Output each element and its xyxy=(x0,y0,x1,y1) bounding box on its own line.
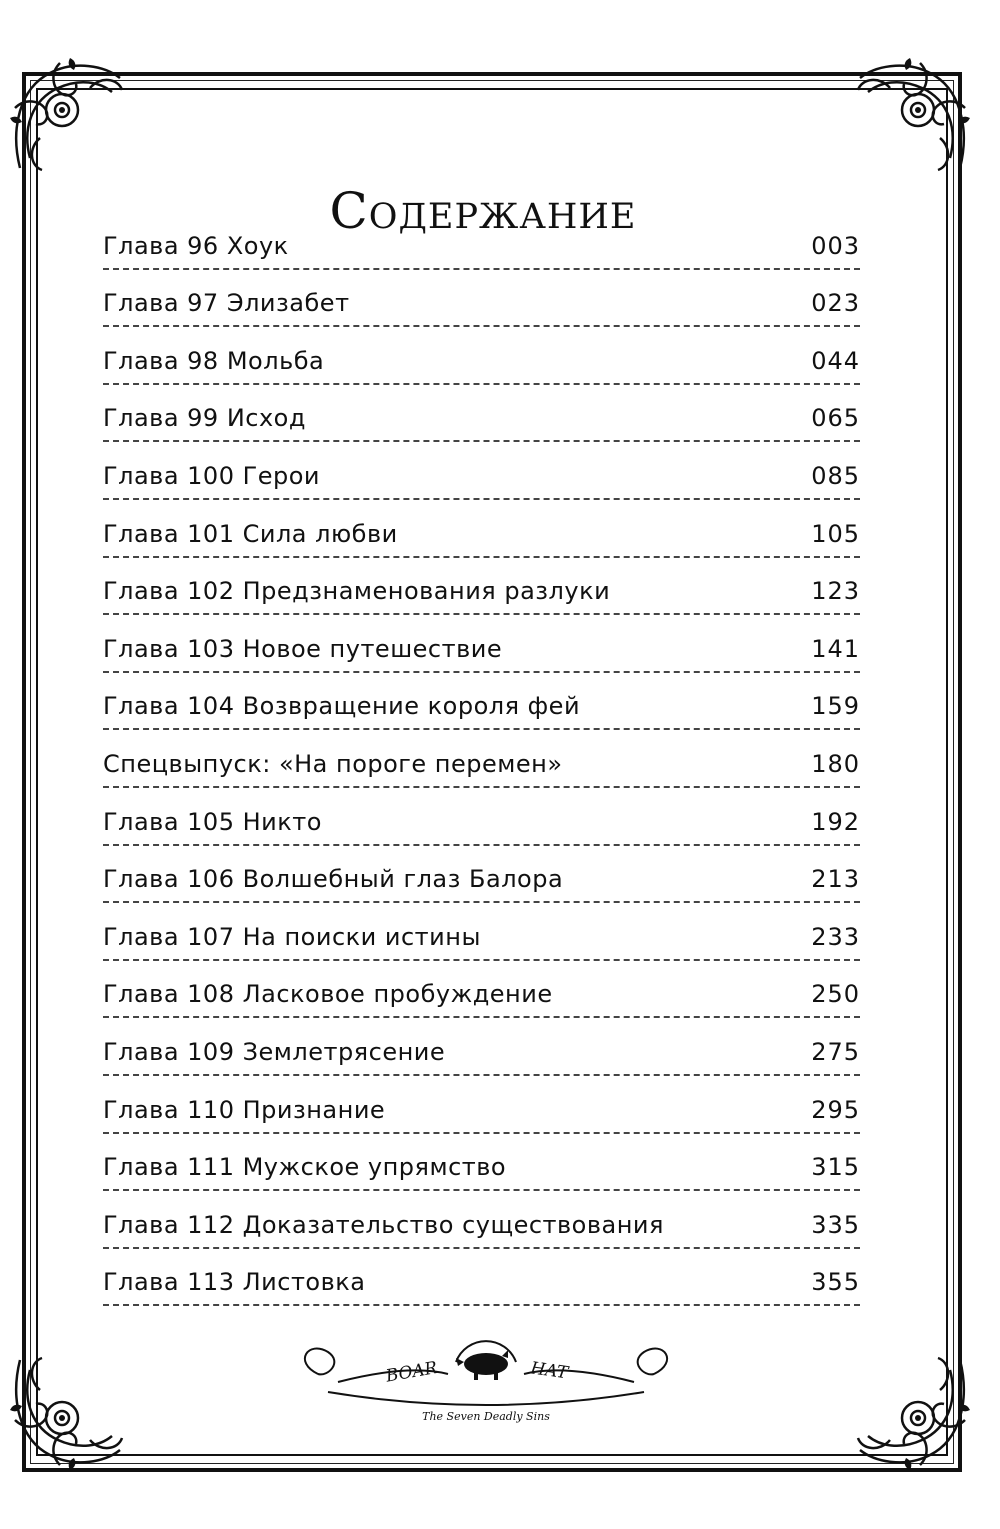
toc-entry xyxy=(103,903,860,961)
corner-ornament-icon xyxy=(0,1340,140,1480)
toc-entry xyxy=(103,673,860,731)
toc-entry xyxy=(103,730,860,788)
toc-entry-page: 123 xyxy=(811,577,860,606)
toc-entry xyxy=(103,1134,860,1192)
toc-entry-title: Спецвыпуск: «На пороге перемен» xyxy=(103,749,563,778)
toc-entry-title: Глава 96 Хоук xyxy=(103,231,289,260)
toc-entry xyxy=(103,1249,860,1307)
toc-entry-page: 141 xyxy=(811,634,860,663)
toc-entry xyxy=(103,212,860,270)
table-of-contents xyxy=(103,212,860,1306)
toc-entry xyxy=(103,500,860,558)
logo-text-hat: HAT xyxy=(529,1358,570,1384)
toc-entry-page: 105 xyxy=(811,519,860,548)
toc-entry xyxy=(103,558,860,616)
toc-entry xyxy=(103,961,860,1019)
toc-entry-page: 275 xyxy=(811,1037,860,1066)
toc-entry-title: Глава 112 Доказательство существования xyxy=(103,1210,664,1239)
toc-entry xyxy=(103,1076,860,1134)
toc-entry-title: Глава 111 Мужское упрямство xyxy=(103,1153,507,1182)
toc-entry xyxy=(103,1191,860,1249)
toc-entry-title: Глава 101 Сила любви xyxy=(103,519,398,548)
toc-entry xyxy=(103,270,860,328)
toc-entry-page: 192 xyxy=(811,807,860,836)
corner-ornament-icon xyxy=(0,48,140,188)
toc-entry-page: 335 xyxy=(811,1210,860,1239)
corner-ornament-icon xyxy=(840,48,980,188)
toc-entry-page: 180 xyxy=(811,749,860,778)
toc-entry-page: 085 xyxy=(811,461,860,490)
toc-entry-page: 355 xyxy=(811,1268,860,1297)
toc-entry-title: Глава 100 Герои xyxy=(103,461,321,490)
toc-entry-title: Глава 110 Признание xyxy=(103,1095,386,1124)
toc-entry-title: Глава 109 Землетрясение xyxy=(103,1037,446,1066)
toc-entry-title: Глава 104 Возвращение короля фей xyxy=(103,692,581,721)
logo-subtitle: The Seven Deadly Sins xyxy=(422,1410,550,1423)
toc-entry-page: 233 xyxy=(811,922,860,951)
page-title: Содержание xyxy=(329,181,637,240)
toc-entry-title: Глава 102 Предзнаменования разлуки xyxy=(103,577,611,606)
toc-entry xyxy=(103,1018,860,1076)
toc-entry-title: Глава 105 Никто xyxy=(103,807,322,836)
toc-entry-title: Глава 98 Мольба xyxy=(103,346,325,375)
corner-ornament-icon xyxy=(840,1340,980,1480)
toc-entry-page: 315 xyxy=(811,1153,860,1182)
toc-entry-title: Глава 97 Элизабет xyxy=(103,289,350,318)
toc-entry-page: 003 xyxy=(811,231,860,260)
toc-entry-title: Глава 108 Ласковое пробуждение xyxy=(103,980,553,1009)
toc-entry xyxy=(103,788,860,846)
toc-entry-page: 065 xyxy=(811,404,860,433)
toc-entry-page: 213 xyxy=(811,865,860,894)
toc-entry-title: Глава 103 Новое путешествие xyxy=(103,634,503,663)
toc-entry xyxy=(103,327,860,385)
toc-entry xyxy=(103,615,860,673)
toc-entry-title: Глава 113 Листовка xyxy=(103,1268,366,1297)
toc-entry-title: Глава 107 На поиски истины xyxy=(103,922,481,951)
toc-entry xyxy=(103,385,860,443)
boar-hat-logo xyxy=(298,1322,674,1426)
toc-entry-page: 023 xyxy=(811,289,860,318)
toc-entry xyxy=(103,442,860,500)
logo-text-boar: BOAR xyxy=(384,1357,439,1387)
boar-icon xyxy=(456,1350,508,1380)
toc-entry-page: 295 xyxy=(811,1095,860,1124)
toc-entry-page: 250 xyxy=(811,980,860,1009)
toc-entry-title: Глава 106 Волшебный глаз Балора xyxy=(103,865,564,894)
toc-entry xyxy=(103,846,860,904)
toc-entry-title: Глава 99 Исход xyxy=(103,404,306,433)
toc-entry-page: 044 xyxy=(811,346,860,375)
toc-entry-page: 159 xyxy=(811,692,860,721)
